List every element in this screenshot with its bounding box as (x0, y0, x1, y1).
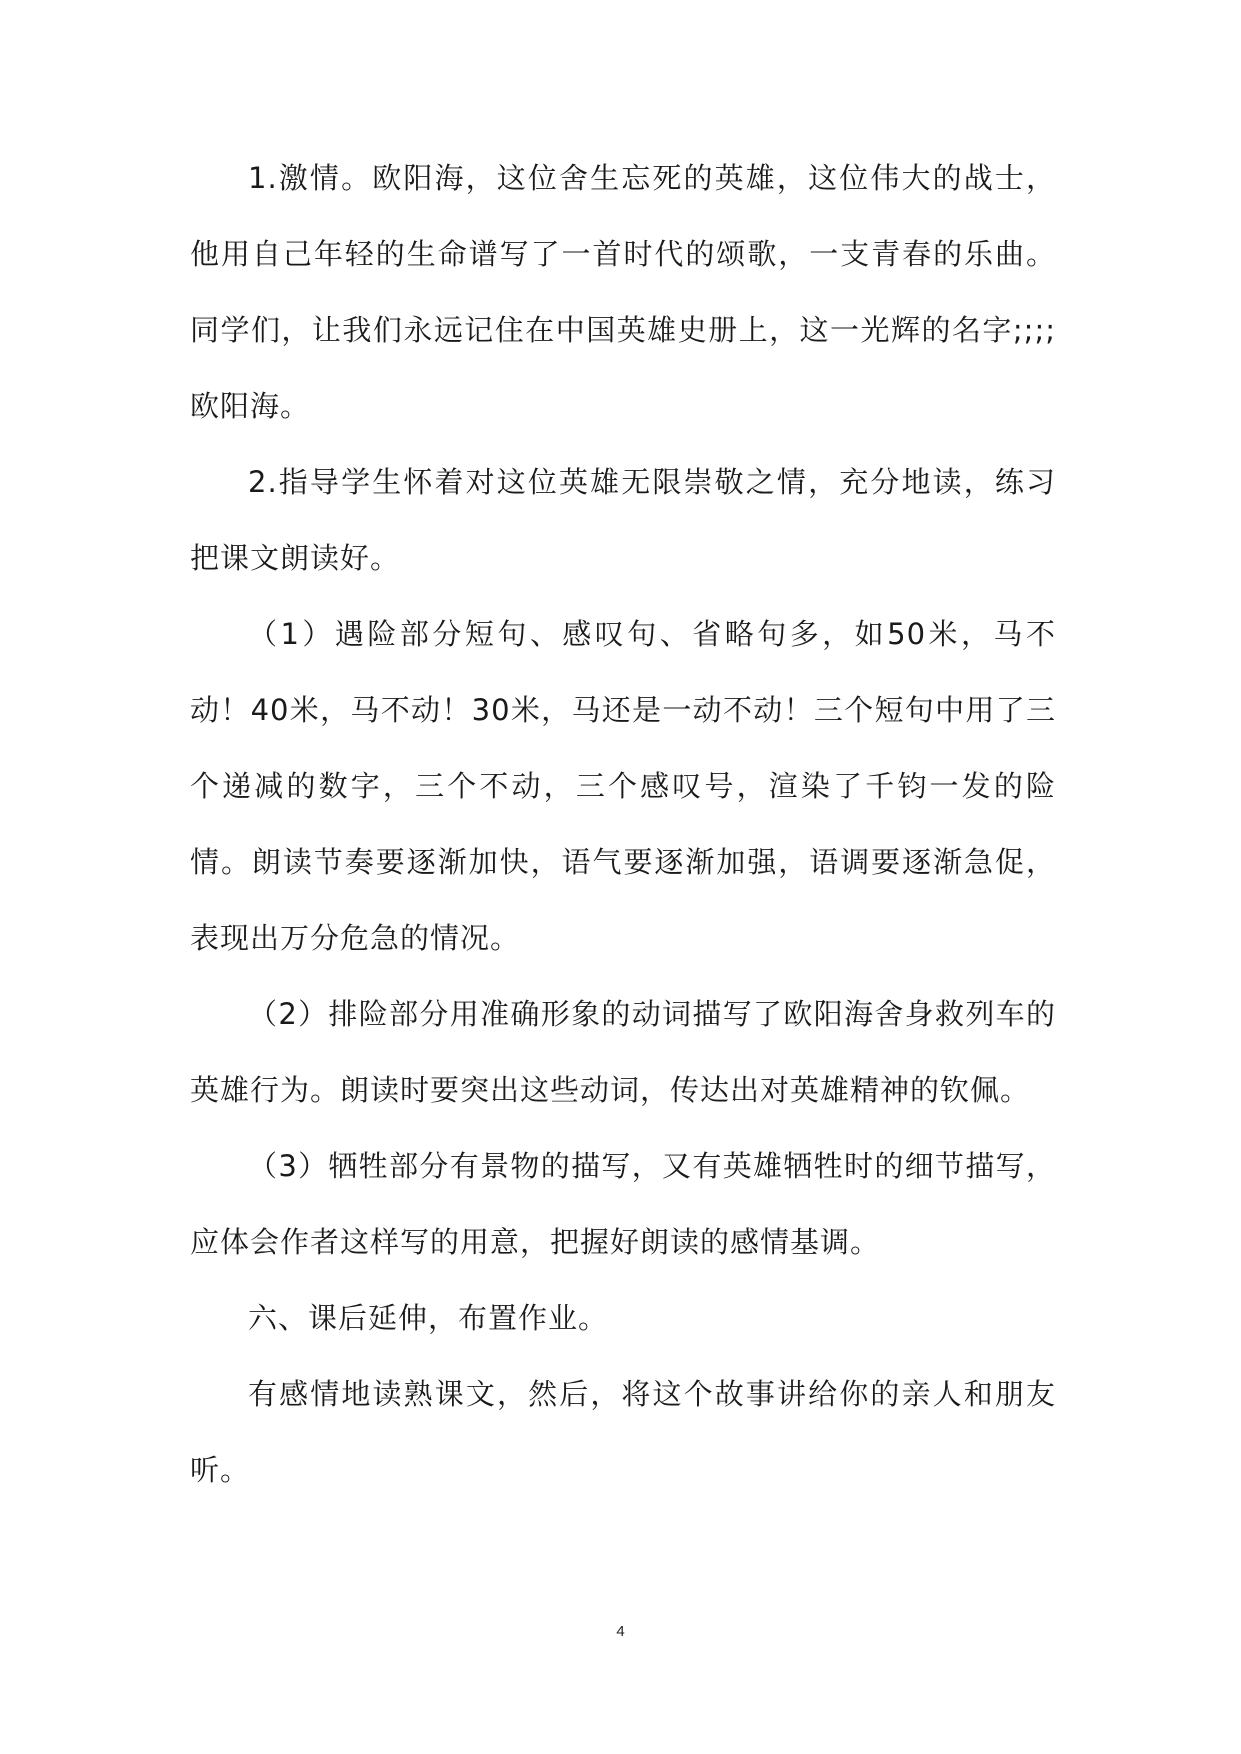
section-heading-homework: 六、课后延伸，布置作业。 (248, 1301, 609, 1335)
paragraph-danger-section: （1）遇险部分短句、感叹句、省略句多，如50米，马不动！40米，马不动！30米，马还是一动不动！三个短句中用了三个递减的数字，三个不动，三个感叹号，渲染了千钧一发的险情。朗读节奏要逐渐加快，语气要逐渐加强，语调要逐渐急促，表现出万分危急的情况。 (190, 617, 1056, 955)
document-body (190, 140, 1056, 1508)
paragraph-reading-guidance: 2.指导学生怀着对这位英雄无限崇敬之情，充分地读，练习把课文朗读好。 (190, 465, 1056, 575)
paragraph-sacrifice-section: （3）牺牲部分有景物的描写，又有英雄牺牲时的细节描写，应体会作者这样写的用意，把握好朗读的感情基调。 (190, 1149, 1056, 1259)
page-number: 4 (616, 1623, 625, 1640)
paragraph-homework: 有感情地读熟课文，然后，将这个故事讲给你的亲人和朋友听。 (190, 1377, 1056, 1487)
paragraph-rescue-section: （2）排险部分用准确形象的动词描写了欧阳海舍身救列车的英雄行为。朗读时要突出这些动词，传达出对英雄精神的钦佩。 (190, 997, 1056, 1107)
paragraph-passion: 1.激情。欧阳海，这位舍生忘死的英雄，这位伟大的战士，他用自己年轻的生命谱写了一首时代的颂歌，一支青春的乐曲。同学们，让我们永远记住在中国英雄史册上，这一光辉的名字;;;;欧阳海。 (190, 161, 1056, 423)
